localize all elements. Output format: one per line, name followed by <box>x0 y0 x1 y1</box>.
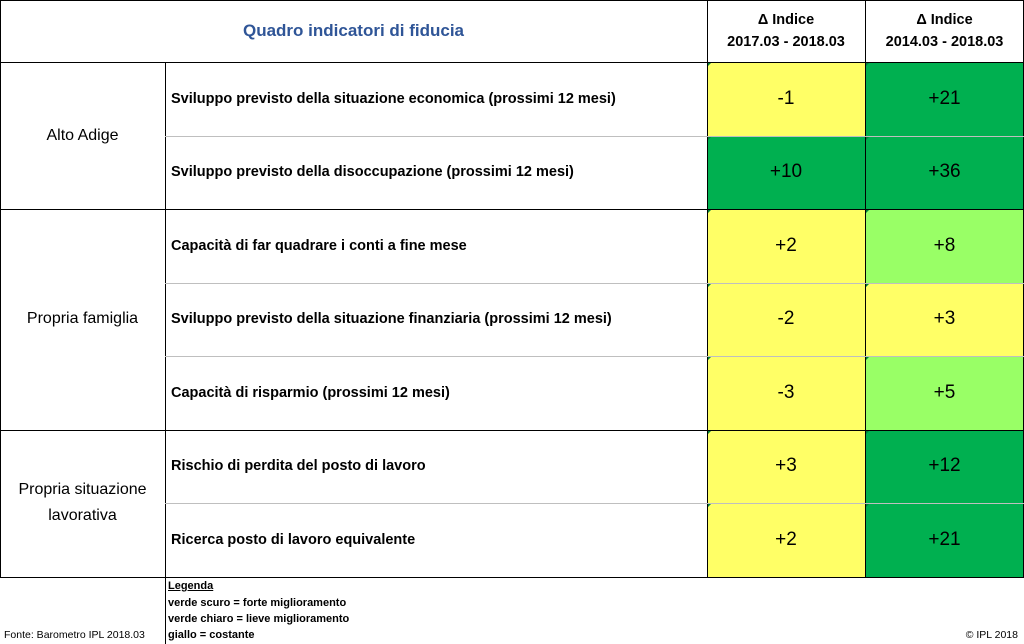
grid-line <box>165 62 166 577</box>
source-note: Fonte: Barometro IPL 2018.03 <box>4 629 145 641</box>
indicator-label: Sviluppo previsto della situazione finanziaria (prossimi 12 mesi) <box>171 311 612 328</box>
value-cell <box>707 356 865 430</box>
grid-line <box>165 577 166 644</box>
grid-line <box>0 209 1024 210</box>
indicator-label: Sviluppo previsto della situazione economica (prossimi 12 mesi) <box>171 90 616 107</box>
value-text: +12 <box>928 455 961 477</box>
copyright-note: © IPL 2018 <box>965 629 1018 641</box>
value-cell <box>865 503 1024 577</box>
value-text: -3 <box>777 381 795 403</box>
grid-line <box>165 356 1024 357</box>
column-header-label: Δ Indice <box>916 12 973 28</box>
value-text: +3 <box>775 455 797 477</box>
indicator-label: Rischio di perdita del posto di lavoro <box>171 458 426 475</box>
grid-line <box>0 0 1024 1</box>
value-text: +36 <box>928 161 961 183</box>
grid-line <box>0 62 1024 63</box>
value-cell <box>865 283 1024 357</box>
grid-line <box>0 0 1 577</box>
grid-line <box>165 503 1024 504</box>
indicator-label: Capacità di risparmio (prossimi 12 mesi) <box>171 384 450 401</box>
value-cell <box>707 62 865 136</box>
column-header-2014-2018 <box>865 0 1024 62</box>
value-cell <box>707 209 865 283</box>
value-text: -2 <box>777 308 795 330</box>
value-text: +5 <box>933 381 956 403</box>
value-cell <box>707 283 865 357</box>
grid-line <box>0 430 1024 431</box>
grid-line <box>707 0 708 577</box>
indicator-label: Capacità di far quadrare i conti a fine mese <box>171 237 467 254</box>
value-cell <box>707 503 865 577</box>
value-cell <box>865 209 1024 283</box>
indicator-label: Sviluppo previsto della disoccupazione (prossimi 12 mesi) <box>171 164 574 181</box>
column-header-period: 2017.03 - 2018.03 <box>727 34 845 50</box>
grid-line <box>0 577 1024 578</box>
legend-item-dark-green: verde scuro = forte miglioramento <box>168 597 347 609</box>
legend-item-light-green: verde chiaro = lieve miglioramento <box>168 613 350 625</box>
column-header-2017-2018 <box>707 0 865 62</box>
legend-item-yellow: giallo = costante <box>168 629 255 641</box>
group-label: Alto Adige <box>46 126 119 144</box>
value-cell <box>707 430 865 504</box>
value-text: +2 <box>775 234 797 256</box>
grid-line <box>165 136 1024 137</box>
column-header-label: Δ Indice <box>757 12 815 28</box>
value-text: +21 <box>928 87 961 109</box>
table-title: Quadro indicatori di fiducia <box>242 21 465 40</box>
indicator-label: Ricerca posto di lavoro equivalente <box>171 531 416 548</box>
value-text: +2 <box>775 528 797 550</box>
value-text: +21 <box>928 528 961 550</box>
column-header-period: 2014.03 - 2018.03 <box>885 34 1004 50</box>
value-text: +10 <box>769 161 803 183</box>
value-text: -1 <box>777 87 795 109</box>
value-cell <box>865 62 1024 136</box>
legend-title: Legenda <box>168 580 214 592</box>
value-text: +3 <box>933 308 956 330</box>
grid-line <box>865 0 866 577</box>
group-label: Propria situazione lavorativa <box>18 481 147 524</box>
group-label: Propria famiglia <box>26 310 139 328</box>
grid-line <box>165 283 1024 284</box>
value-text: +8 <box>933 234 956 256</box>
value-cell <box>707 136 865 210</box>
value-cell <box>865 136 1024 210</box>
value-cell <box>865 356 1024 430</box>
value-cell <box>865 430 1024 504</box>
